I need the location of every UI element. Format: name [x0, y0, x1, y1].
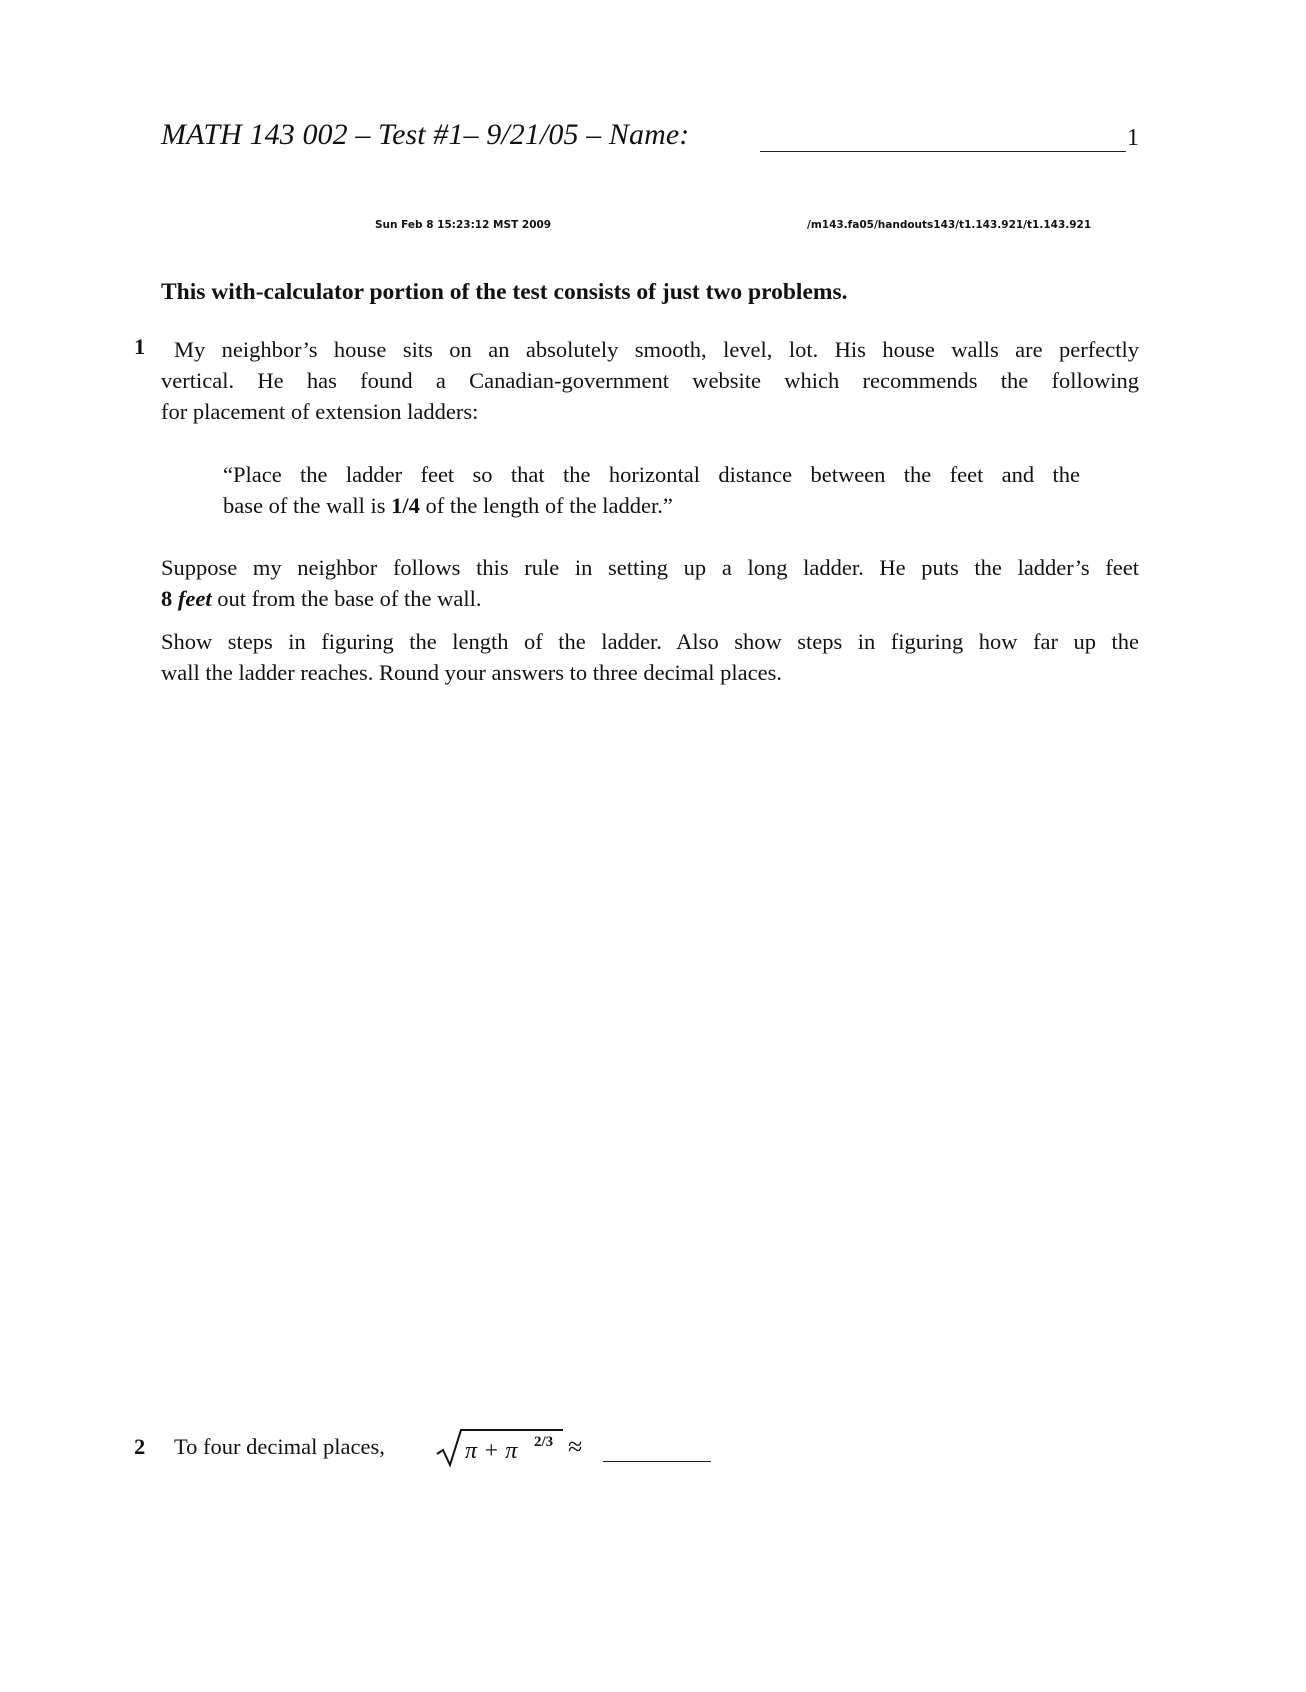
radicand-exponent: 2/3 — [534, 1434, 554, 1450]
problem-1-number: 1 — [134, 334, 146, 359]
page-number: 1 — [1127, 125, 1139, 151]
problem-1-statement — [161, 334, 1139, 427]
problem-2-answer-line[interactable] — [603, 1461, 711, 1462]
distance-value: 8 — [161, 586, 173, 611]
problem-1-line: for placement of extension ladders: — [161, 399, 479, 424]
setup-line — [161, 583, 1139, 614]
problem-1-setup — [161, 552, 1139, 614]
name-answer-line[interactable] — [760, 151, 1126, 152]
intro-statement: This with-calculator portion of the test consists of just two problems. — [161, 279, 848, 305]
file-path: /m143.fa05/handouts143/t1.143.921/t1.143.921 — [807, 219, 1092, 231]
approx-symbol: ≈ — [568, 1432, 583, 1461]
instruction-line: Show steps in figuring the length of the ladder. Also show steps in figuring how far up the — [161, 629, 1139, 654]
quote-line — [223, 490, 1080, 521]
quote-text: of the length of the ladder.” — [419, 493, 673, 518]
sqrt-expression — [435, 1424, 615, 1470]
test-title: MATH 143 002 – Test #1– 9/21/05 – Name: — [161, 118, 690, 151]
problem-1-instructions — [161, 626, 1139, 688]
setup-line: Suppose my neighbor follows this rule in setting up a long ladder. He puts the ladder’s feet — [161, 555, 1139, 580]
fraction-value: 1/4 — [391, 493, 420, 518]
setup-text: out from the base of the wall. — [211, 586, 482, 611]
quote-text: base of the wall is — [223, 493, 392, 518]
distance-unit: feet — [177, 586, 212, 611]
problem-2-prompt: To four decimal places, — [174, 1434, 385, 1459]
problem-1-line: vertical. He has found a Canadian-government website which recommends the following — [161, 368, 1139, 393]
quote-line: “Place the ladder feet so that the horizontal distance between the feet and the — [223, 462, 1080, 487]
radicand-base: π + π — [465, 1438, 518, 1464]
ladder-rule-quote — [223, 459, 1080, 521]
problem-1-line: My neighbor’s house sits on an absolutely smooth, level, lot. His house walls are perfectly — [174, 337, 1139, 362]
print-timestamp: Sun Feb 8 15:23:12 MST 2009 — [375, 219, 552, 231]
problem-2-number: 2 — [134, 1434, 146, 1459]
instruction-line: wall the ladder reaches. Round your answers to three decimal places. — [161, 660, 783, 685]
